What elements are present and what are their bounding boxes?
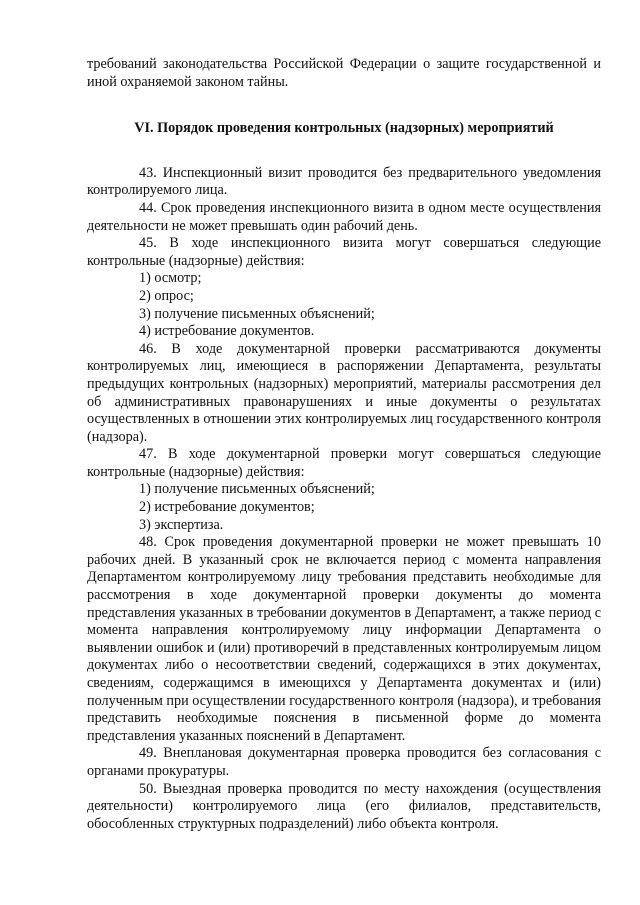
paragraph-50: 50. Выездная проверка проводится по месту нахождения (осуществления деятельности) контролируемого лица (его филиалов, представительств, обособленных структурных подразделений) либо объекта контроля.	[87, 780, 601, 832]
list-item: 3) получение письменных объяснений;	[139, 305, 375, 322]
paragraph-48: 48. Срок проведения документарной проверки не может превышать 10 рабочих дней. В указанный срок не включается период с момента направления Департаментом контролируемому лицу требования представить необходимые для рассмотрения в ходе документарной проверки документы до момента представления указанных в требовании документов в Департамент, а также период с момента направления контролируемому лицу информации Департамента о выявлении ошибок и (или) противоречий в представленных контролируемым лицом документах либо о несоответствии сведений, содержащихся в этих документах, сведениям, содержащимся в имеющихся у Департамента документах и (или) полученным при осуществлении государственного контроля (надзора), и требования представить необходимые пояснения в письменной форме до момента представления указанных пояснений в Департамент.	[87, 534, 601, 744]
list-item: 3) экспертиза.	[139, 516, 224, 533]
list-item: 1) получение письменных объяснений;	[139, 481, 375, 498]
intro-paragraph: требований законодательства Российской Федерации о защите государственной и иной охраняемой законом тайны.	[87, 56, 601, 90]
paragraph-45: 45. В ходе инспекционного визита могут совершаться следующие контрольные (надзорные) действия:	[87, 235, 601, 269]
paragraph-44: 44. Срок проведения инспекционного визита в одном месте осуществления деятельности не может превышать один рабочий день.	[87, 199, 601, 234]
paragraph-43: 43. Инспекционный визит проводится без предварительного уведомления контролируемого лица.	[87, 164, 601, 199]
list-item: 2) истребование документов;	[139, 499, 315, 516]
list-item: 1) осмотр;	[139, 270, 202, 287]
section-title: VI. Порядок проведения контрольных (надзорных) мероприятий	[134, 120, 554, 137]
paragraph-47: 47. В ходе документарной проверки могут совершаться следующие контрольные (надзорные) действия:	[87, 446, 601, 480]
document-page	[87, 56, 601, 833]
list-item: 4) истребование документов.	[139, 323, 315, 340]
list-item: 2) опрос;	[139, 287, 194, 304]
paragraph-49: 49. Внеплановая документарная проверка проводится без согласования с органами прокуратуры.	[87, 745, 601, 779]
paragraph-46: 46. В ходе документарной проверки рассматриваются документы контролируемых лиц, имеющиеся в распоряжении Департамента, результаты предыдущих контрольных (надзорных) мероприятий, материалы рассмотрения дел об административных правонарушениях и иные документы о результатах осуществленных в отношении этих контролируемых лиц государственного контроля (надзора).	[87, 340, 601, 445]
